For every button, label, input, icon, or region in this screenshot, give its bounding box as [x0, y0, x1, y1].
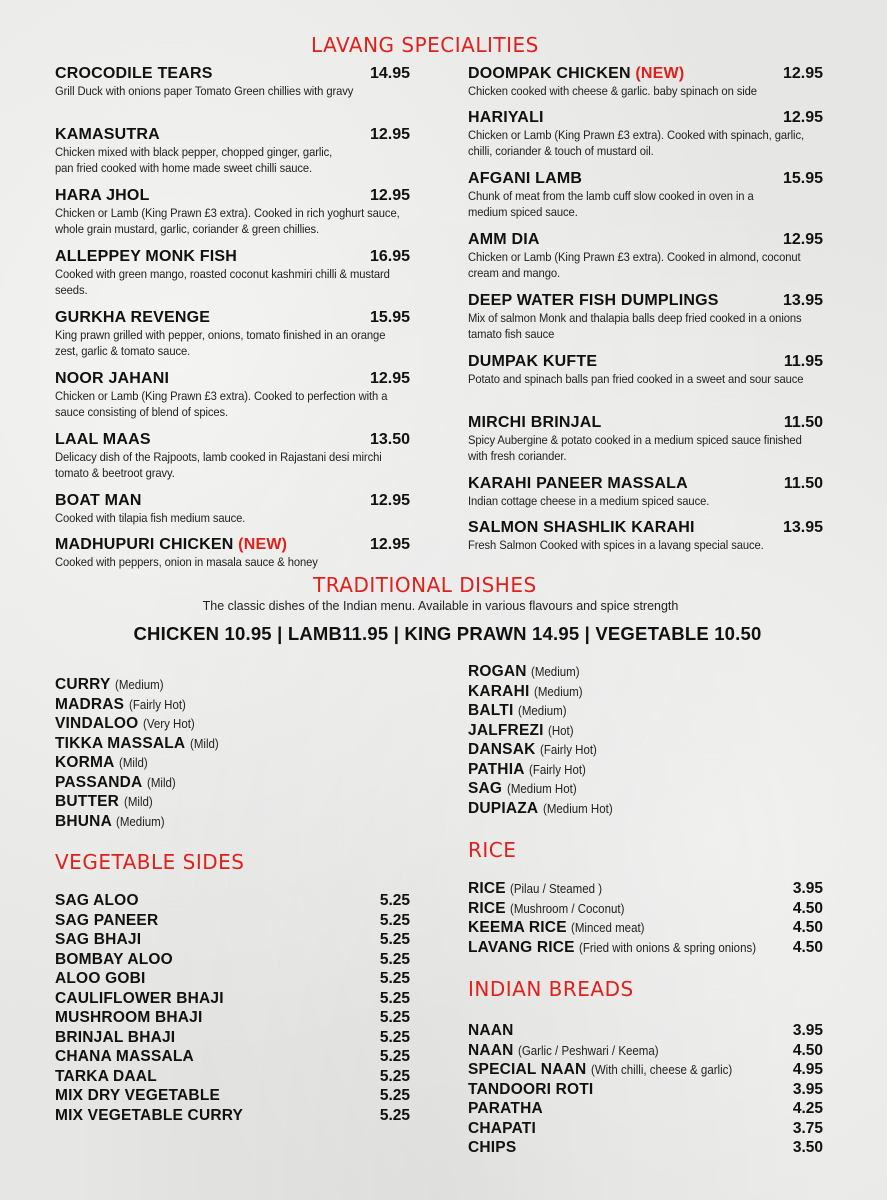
list-item — [468, 701, 828, 721]
dish-name: TIKKA MASSALA — [55, 734, 186, 752]
dish-name: DUPIAZA — [468, 799, 539, 817]
breads-list — [468, 1021, 823, 1158]
menu-item-name: GURKHA REVENGE — [55, 309, 211, 326]
menu-item-name: KAMASUTRA — [55, 126, 160, 143]
list-item — [468, 1060, 823, 1080]
menu-item-name: CROCODILE TEARS — [55, 65, 213, 82]
indian-breads-title: INDIAN BREADS — [468, 977, 634, 1001]
dish-name: MADRAS — [55, 695, 125, 713]
menu-item — [55, 431, 410, 492]
dish-price: 3.50 — [792, 1139, 823, 1156]
menu-item-price: 13.95 — [782, 292, 823, 309]
list-item — [55, 792, 415, 812]
dish-name: MIX VEGETABLE CURRY — [55, 1106, 244, 1124]
list-item — [55, 989, 410, 1009]
menu-item-description: Spicy Aubergine & potato cooked in a medium spiced sauce finished with fresh coriander. — [468, 433, 802, 463]
new-badge: (NEW) — [635, 65, 685, 82]
list-item — [468, 1099, 823, 1119]
menu-item-name: AMM DIA — [468, 231, 540, 248]
menu-item — [468, 353, 823, 414]
menu-item-description: Cooked with green mango, roasted coconut kashmiri chilli & mustard seeds. — [55, 267, 390, 297]
menu-item-price: 15.95 — [369, 309, 410, 326]
dish-name: RICE — [468, 880, 506, 897]
spice-level: (Mild) — [146, 775, 176, 790]
list-item — [468, 721, 828, 741]
menu-item-name: HARIYALI — [468, 109, 544, 126]
dish-name: DANSAK — [468, 741, 536, 758]
dish-name: ROGAN — [468, 663, 527, 680]
specialities-left-column — [55, 65, 410, 597]
list-item — [55, 734, 415, 754]
menu-item-price: 16.95 — [369, 248, 410, 265]
dish-name: CHIPS — [468, 1139, 517, 1156]
dish-price: 3.75 — [792, 1119, 823, 1137]
dish-note: (Pilau / Steamed ) — [510, 882, 603, 896]
dish-price: 5.25 — [379, 970, 410, 987]
menu-item — [468, 414, 823, 475]
dish-name: SAG PANEER — [55, 911, 159, 929]
list-item — [468, 799, 828, 819]
list-item — [468, 760, 828, 780]
dish-name: MUSHROOM BHAJI — [55, 1009, 203, 1026]
menu-item-price: 11.50 — [783, 414, 823, 431]
list-item — [55, 950, 410, 970]
dish-name: PATHIA — [468, 760, 525, 778]
dish-name: BOMBAY ALOO — [55, 950, 173, 968]
dish-name: NAAN — [468, 1041, 514, 1059]
dish-name: KARAHI — [468, 682, 530, 700]
menu-item — [468, 475, 823, 519]
dish-price: 5.25 — [379, 989, 410, 1007]
list-item — [55, 1028, 410, 1048]
dish-price: 5.25 — [379, 1106, 410, 1124]
menu-item-description: Chicken or Lamb (King Prawn £3 extra). Cooked to perfection with a sauce consisting of blend of spices. — [55, 389, 388, 419]
dish-name: BHUNA — [55, 812, 112, 830]
menu-item-name: HARA JHOL — [55, 187, 150, 204]
spice-level: (Hot) — [548, 723, 574, 738]
menu-item — [55, 309, 410, 370]
dish-note: (With chilli, cheese & garlic) — [590, 1063, 733, 1077]
dish-name: RICE — [468, 899, 506, 917]
menu-item-price: 12.95 — [369, 536, 410, 553]
list-item — [55, 675, 415, 695]
list-item — [468, 938, 823, 958]
spice-level: (Fairly Hot) — [539, 743, 597, 757]
dish-name: SAG BHAJI — [55, 931, 142, 948]
menu-item-name: MIRCHI BRINJAL — [468, 414, 602, 431]
menu-item-price: 13.50 — [369, 431, 410, 448]
menu-item-price: 12.95 — [782, 65, 823, 82]
menu-item — [468, 109, 823, 170]
dish-price: 5.25 — [379, 1087, 410, 1104]
spice-level: (Mild) — [119, 756, 148, 770]
dish-note: (Mushroom / Coconut) — [510, 901, 625, 916]
menu-item-description: Chicken mixed with black pepper, chopped ginger, garlic, pan fried cooked with home made sweet chilli sauce. — [55, 145, 333, 175]
list-item — [55, 1086, 410, 1106]
traditional-intro: The classic dishes of the Indian menu. Available in various flavours and spice strength — [202, 599, 679, 613]
menu-item — [468, 292, 823, 353]
list-item — [55, 753, 415, 773]
spice-level: (Medium Hot) — [542, 801, 613, 816]
dish-name: MIX DRY VEGETABLE — [55, 1087, 221, 1104]
menu-item — [55, 65, 410, 126]
menu-item-price: 12.95 — [369, 126, 410, 143]
dish-price: 3.95 — [792, 1022, 823, 1039]
dish-note: (Fried with onions & spring onions) — [579, 940, 757, 955]
list-item — [468, 879, 823, 899]
menu-item — [468, 519, 823, 580]
menu-item — [55, 492, 410, 536]
dish-name: CHANA MASSALA — [55, 1048, 194, 1065]
dish-price: 4.50 — [792, 1041, 823, 1059]
new-badge: (NEW) — [238, 536, 288, 553]
vegetable-sides-title: VEGETABLE SIDES — [55, 850, 245, 874]
dish-price: 5.25 — [379, 892, 410, 909]
menu-item-description: Grill Duck with onions paper Tomato Green chillies with gravy — [55, 84, 354, 98]
menu-item-price: 11.50 — [783, 475, 823, 492]
menu-item-description: Fresh Salmon Cooked with spices in a lavang special sauce. — [468, 538, 764, 552]
dish-name: SAG — [468, 780, 503, 797]
specialities-right-column — [468, 65, 823, 580]
menu-item-name: KARAHI PANEER MASSALA — [468, 475, 688, 492]
dish-note: (Minced meat) — [571, 921, 645, 935]
menu-item-description: Cooked with peppers, onion in masala sauce & honey — [55, 555, 318, 569]
dish-name: PARATHA — [468, 1100, 543, 1117]
dish-name: BALTI — [468, 702, 514, 719]
dish-price: 4.50 — [792, 919, 823, 936]
dish-price: 3.95 — [792, 1080, 823, 1098]
list-item — [55, 891, 410, 911]
menu-item-description: King prawn grilled with pepper, onions, tomato finished in an orange zest, garlic & tomato sauce. — [55, 328, 386, 358]
spice-level: (Medium) — [531, 665, 580, 679]
traditional-left-list — [55, 675, 415, 831]
list-item — [468, 1080, 823, 1100]
menu-item-price: 13.95 — [782, 519, 823, 536]
spice-level: (Fairly Hot) — [128, 697, 186, 712]
dish-price: 5.25 — [379, 950, 410, 968]
list-item — [55, 930, 410, 950]
menu-item-price: 12.95 — [369, 370, 410, 387]
menu-item-price: 12.95 — [782, 109, 823, 126]
dish-price: 5.25 — [379, 931, 410, 948]
list-item — [55, 911, 410, 931]
menu-item — [468, 65, 823, 109]
list-item — [55, 969, 410, 989]
spice-level: (Medium) — [517, 704, 567, 718]
list-item — [55, 1067, 410, 1087]
menu-item-price: 11.95 — [783, 353, 823, 370]
menu-item-name: MADHUPURI CHICKEN (NEW) — [55, 536, 288, 553]
dish-name: KORMA — [55, 754, 115, 771]
list-item — [468, 740, 828, 760]
traditional-right-list — [468, 662, 828, 818]
dish-name: TANDOORI ROTI — [468, 1080, 594, 1098]
list-item — [468, 1119, 823, 1139]
menu-item-description: Chunk of meat from the lamb cuff slow cooked in oven in a medium spiced sauce. — [468, 189, 754, 219]
list-item — [468, 899, 823, 919]
menu-item-description: Mix of salmon Monk and thalapia balls deep fried cooked in a onions tamato fish sauce — [468, 311, 802, 341]
dish-name: NAAN — [468, 1022, 514, 1039]
menu-item-price: 14.95 — [369, 65, 410, 82]
list-item — [468, 682, 828, 702]
vegetable-sides-list — [55, 891, 410, 1125]
dish-price: 5.25 — [379, 911, 410, 929]
rice-title: RICE — [468, 838, 517, 862]
dish-note: (Garlic / Peshwari / Keema) — [518, 1043, 659, 1058]
dish-name: SPECIAL NAAN — [468, 1061, 587, 1078]
menu-item-price: 15.95 — [782, 170, 823, 187]
dish-name: CAULIFLOWER BHAJI — [55, 989, 224, 1007]
dish-price: 5.25 — [379, 1009, 410, 1026]
menu-item-name: NOOR JAHANI — [55, 370, 170, 387]
dish-price: 4.95 — [792, 1061, 823, 1078]
menu-item-price: 12.95 — [369, 187, 410, 204]
list-item — [468, 918, 823, 938]
list-item — [468, 1041, 823, 1061]
menu-item-description: Cooked with tilapia fish medium sauce. — [55, 511, 246, 525]
dish-name: CHAPATI — [468, 1119, 536, 1137]
menu-item-description: Chicken or Lamb (King Prawn £3 extra). Cooked in almond, coconut cream and mango. — [468, 250, 801, 280]
menu-item — [55, 187, 410, 248]
list-item — [468, 779, 828, 799]
list-item — [468, 1021, 823, 1041]
dish-price: 5.25 — [379, 1048, 410, 1065]
dish-name: SAG ALOO — [55, 892, 139, 909]
menu-item-description: Chicken or Lamb (King Prawn £3 extra). Cooked in rich yoghurt sauce, whole grain mustard, garlic, coriander & green chillies. — [55, 206, 400, 236]
list-item — [55, 714, 415, 734]
menu-item-name: DUMPAK KUFTE — [468, 353, 598, 370]
dish-price: 3.95 — [792, 880, 823, 897]
dish-price: 4.50 — [792, 899, 823, 917]
dish-name: VINDALOO — [55, 715, 139, 732]
dish-price: 5.25 — [379, 1067, 410, 1085]
menu-item-description: Indian cottage cheese in a medium spiced sauce. — [468, 494, 710, 508]
menu-item-name: ALLEPPEY MONK FISH — [55, 248, 237, 265]
menu-item-name: DEEP WATER FISH DUMPLINGS — [468, 292, 719, 309]
menu-item-name: DOOMPAK CHICKEN (NEW) — [468, 65, 685, 82]
menu-item-name: LAAL MAAS — [55, 431, 151, 448]
menu-item-description: Chicken or Lamb (King Prawn £3 extra). Cooked with spinach, garlic, chilli, coriander & touch of mustard oil. — [468, 128, 804, 158]
list-item — [55, 1047, 410, 1067]
dish-name: JALFREZI — [468, 721, 544, 739]
spice-level: (Very Hot) — [142, 717, 195, 731]
menu-item-price: 12.95 — [369, 492, 410, 509]
list-item — [55, 812, 415, 832]
list-item — [55, 773, 415, 793]
menu-item-description: Delicacy dish of the Rajpoots, lamb cooked in Rajastani desi mirchi tomato & beetroot gravy. — [55, 450, 382, 480]
list-item — [55, 1008, 410, 1028]
dish-name: ALOO GOBI — [55, 970, 146, 987]
dish-name: LAVANG RICE — [468, 938, 575, 956]
spice-level: (Fairly Hot) — [529, 762, 586, 777]
list-item — [55, 1106, 410, 1126]
menu-item-price: 12.95 — [782, 231, 823, 248]
menu-item — [468, 231, 823, 292]
dish-name: TARKA DAAL — [55, 1067, 157, 1085]
spice-level: (Medium Hot) — [506, 782, 577, 796]
spice-level: (Medium) — [116, 814, 165, 829]
specialities-title: LAVANG SPECIALITIES — [311, 33, 539, 57]
menu-item — [55, 248, 410, 309]
menu-item — [55, 370, 410, 431]
menu-item — [55, 126, 410, 187]
menu-item — [468, 170, 823, 231]
dish-name: BRINJAL BHAJI — [55, 1028, 176, 1046]
list-item — [468, 662, 828, 682]
list-item — [55, 695, 415, 715]
dish-name: BUTTER — [55, 793, 120, 810]
traditional-title: TRADITIONAL DISHES — [313, 573, 537, 597]
list-item — [468, 1138, 823, 1158]
menu-item-description: Chicken cooked with cheese & garlic. baby spinach on side — [468, 84, 757, 98]
spice-level: (Medium) — [533, 684, 583, 699]
dish-price: 5.25 — [379, 1028, 410, 1046]
spice-level: (Medium) — [115, 678, 164, 692]
menu-item-name: AFGANI LAMB — [468, 170, 583, 187]
dish-price: 4.25 — [792, 1100, 823, 1117]
traditional-price-banner: CHICKEN 10.95 | LAMB11.95 | KING PRAWN 14.95 | VEGETABLE 10.50 — [133, 623, 762, 644]
dish-name: CURRY — [55, 676, 111, 693]
dish-name: KEEMA RICE — [468, 919, 567, 936]
dish-name: PASSANDA — [55, 773, 143, 791]
spice-level: (Mild) — [189, 736, 219, 751]
rice-list — [468, 879, 823, 957]
spice-level: (Mild) — [123, 795, 153, 809]
dish-price: 4.50 — [792, 938, 823, 956]
menu-item-name: SALMON SHASHLIK KARAHI — [468, 519, 695, 536]
menu-item-description: Potato and spinach balls pan fried cooked in a sweet and sour sauce — [468, 372, 804, 386]
menu-item-name: BOAT MAN — [55, 492, 142, 509]
